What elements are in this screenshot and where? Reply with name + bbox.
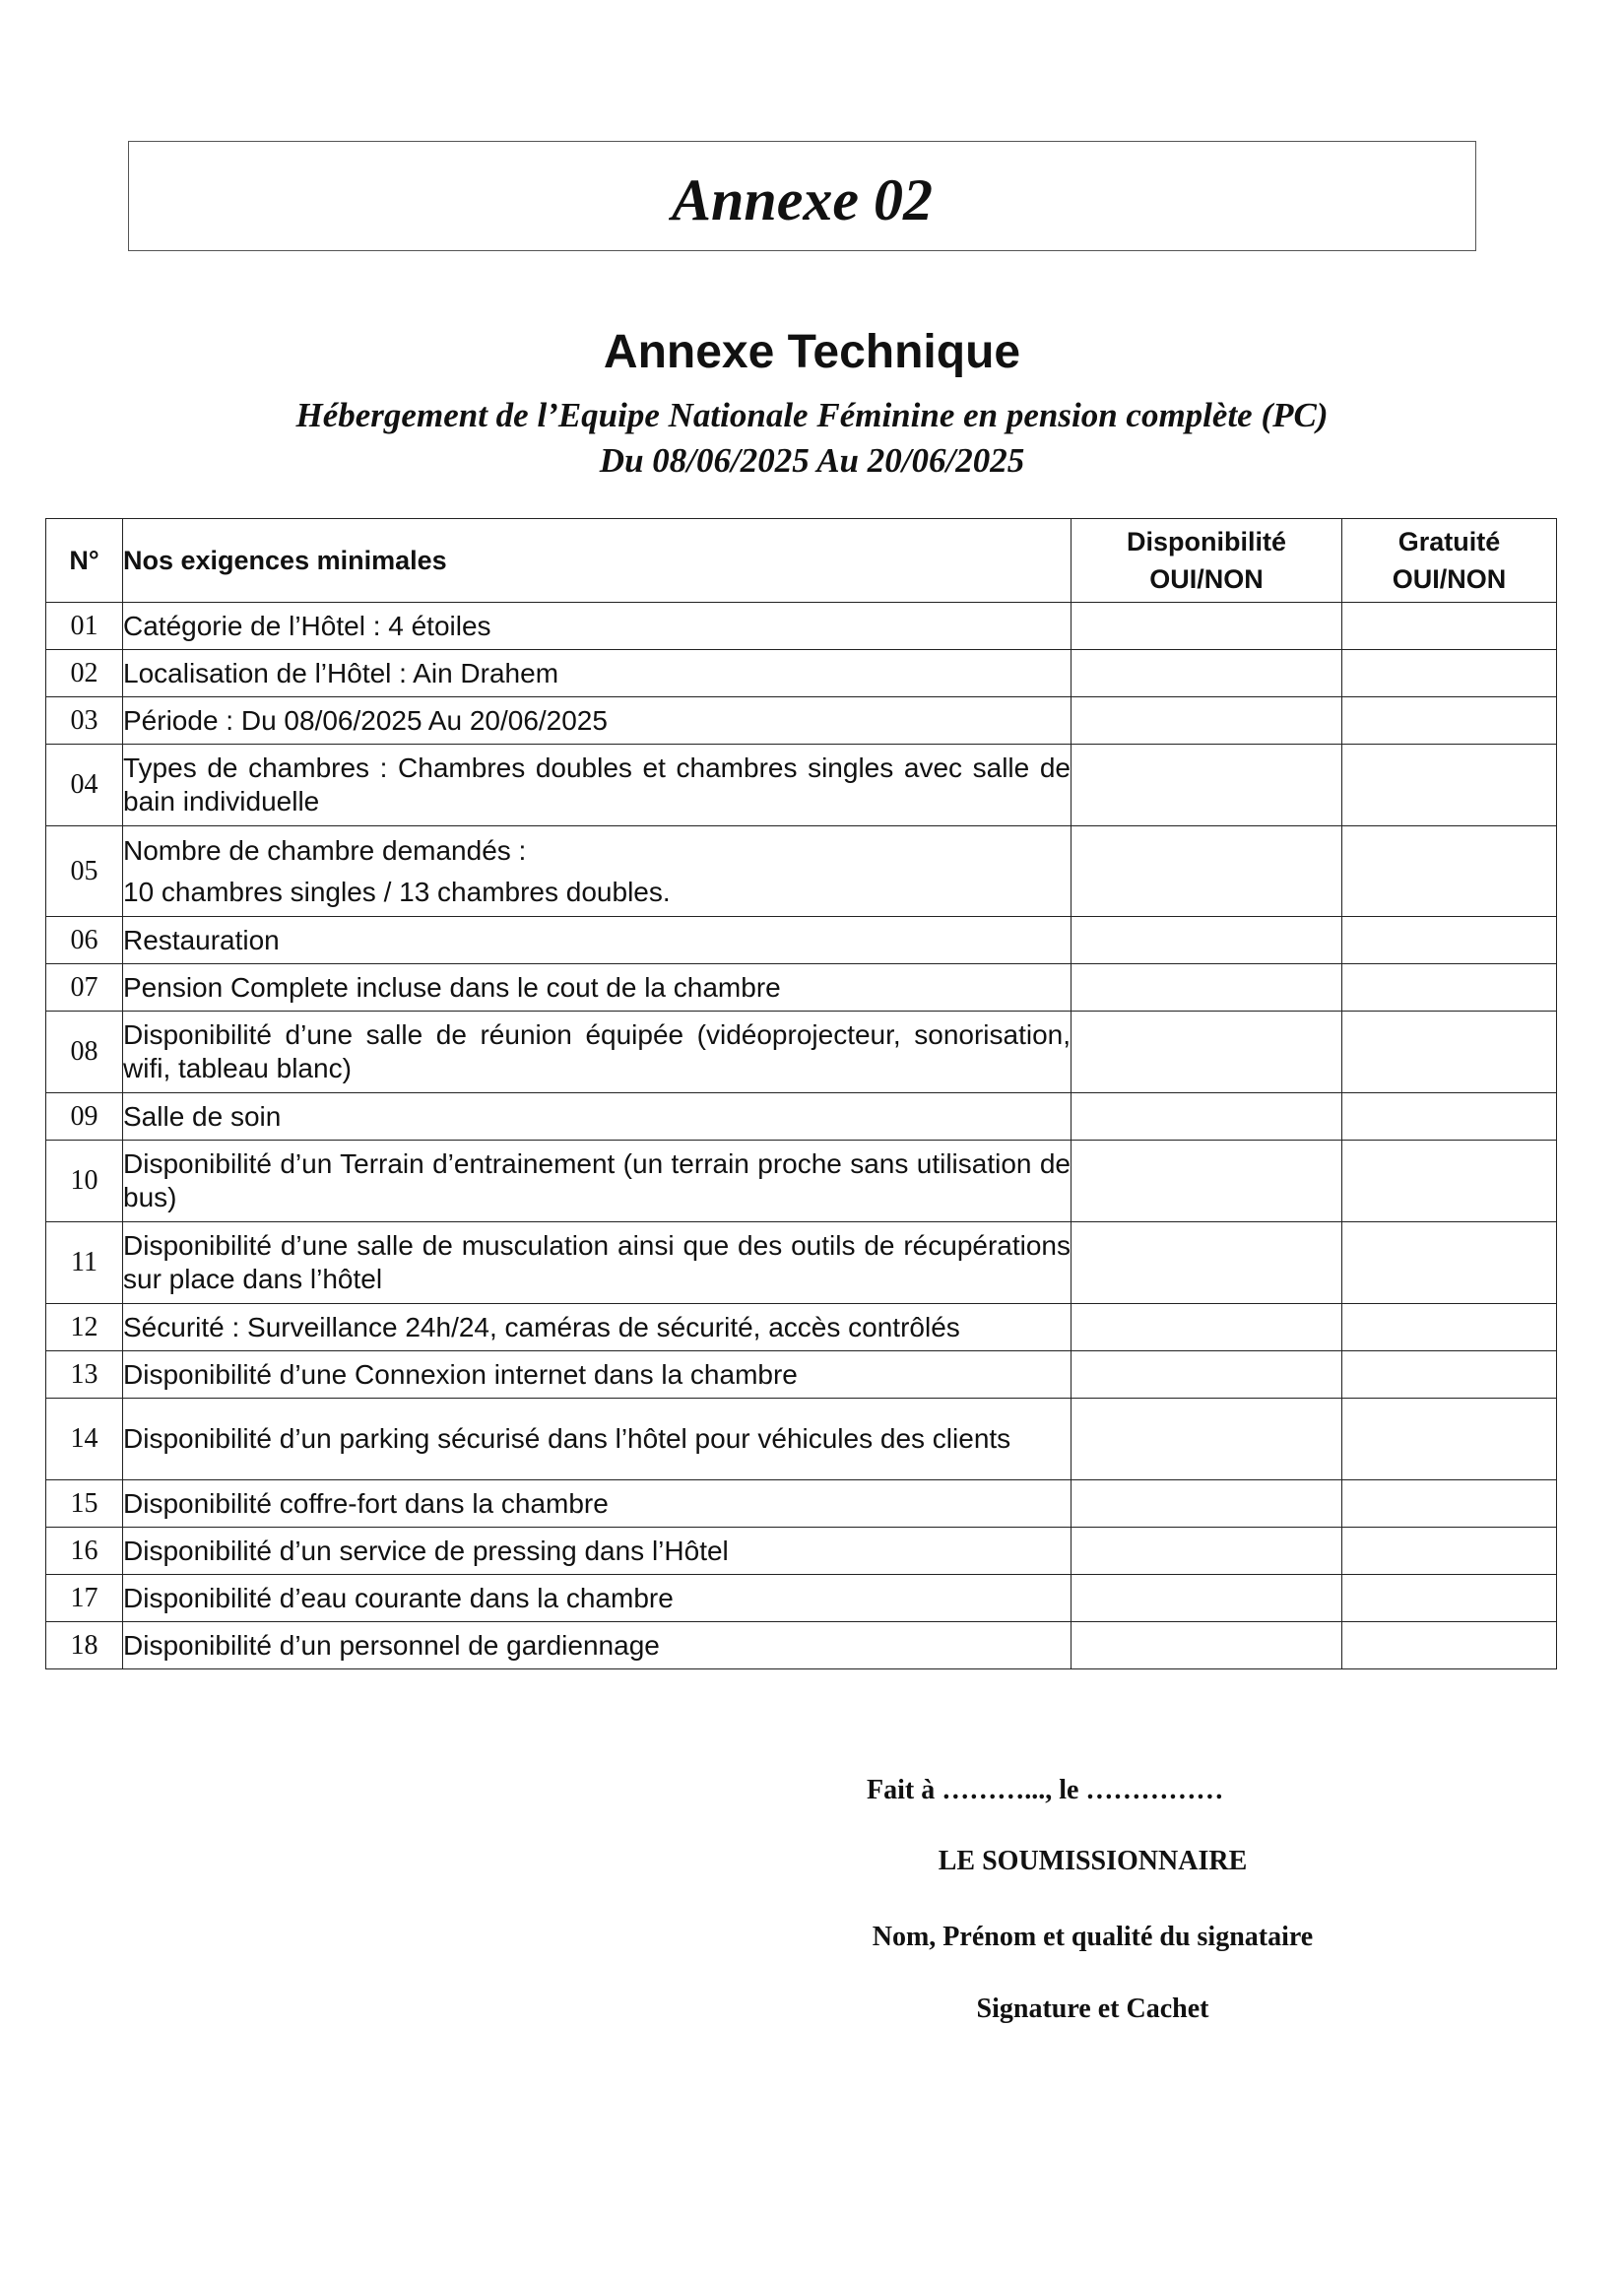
availability-cell[interactable] — [1072, 964, 1342, 1012]
row-requirement-line2: 10 chambres singles / 13 chambres doubles. — [123, 876, 671, 907]
row-number: 05 — [46, 826, 123, 917]
table-row — [46, 1141, 1557, 1222]
row-number: 17 — [46, 1575, 123, 1622]
free-cell[interactable] — [1342, 745, 1557, 826]
free-cell[interactable] — [1342, 697, 1557, 745]
row-number: 04 — [46, 745, 123, 826]
table-row — [46, 917, 1557, 964]
free-cell[interactable] — [1342, 1304, 1557, 1351]
free-cell[interactable] — [1342, 826, 1557, 917]
header-availability — [1072, 519, 1342, 603]
availability-cell[interactable] — [1072, 1222, 1342, 1304]
table-row — [46, 650, 1557, 697]
table-row — [46, 1622, 1557, 1669]
free-cell[interactable] — [1342, 650, 1557, 697]
free-cell[interactable] — [1342, 1222, 1557, 1304]
availability-cell[interactable] — [1072, 1622, 1342, 1669]
header-availability-label: Disponibilité — [1127, 527, 1286, 556]
header-requirements: Nos exigences minimales — [123, 519, 1072, 603]
row-requirement: Disponibilité d’une Connexion internet dans la chambre — [123, 1351, 1072, 1399]
row-number: 13 — [46, 1351, 123, 1399]
availability-cell[interactable] — [1072, 603, 1342, 650]
row-number: 14 — [46, 1399, 123, 1480]
availability-cell[interactable] — [1072, 1012, 1342, 1093]
free-cell[interactable] — [1342, 1093, 1557, 1141]
table-row — [46, 964, 1557, 1012]
row-requirement: Disponibilité d’un personnel de gardiennage — [123, 1622, 1072, 1669]
table-row — [46, 603, 1557, 650]
availability-cell[interactable] — [1072, 917, 1342, 964]
row-requirement: Disponibilité d’eau courante dans la chambre — [123, 1575, 1072, 1622]
availability-cell[interactable] — [1072, 697, 1342, 745]
row-number: 06 — [46, 917, 123, 964]
row-requirement: Catégorie de l’Hôtel : 4 étoiles — [123, 603, 1072, 650]
availability-cell[interactable] — [1072, 745, 1342, 826]
row-requirement — [123, 826, 1072, 917]
table-row — [46, 1528, 1557, 1575]
free-cell[interactable] — [1342, 1012, 1557, 1093]
row-requirement: Période : Du 08/06/2025 Au 20/06/2025 — [123, 697, 1072, 745]
table-row — [46, 1304, 1557, 1351]
row-number: 08 — [46, 1012, 123, 1093]
free-cell[interactable] — [1342, 964, 1557, 1012]
table-row — [46, 745, 1557, 826]
row-requirement: Salle de soin — [123, 1093, 1072, 1141]
table-row — [46, 697, 1557, 745]
table-row — [46, 826, 1557, 917]
availability-cell[interactable] — [1072, 1480, 1342, 1528]
table-row — [46, 1222, 1557, 1304]
header-free-options: OUI/NON — [1392, 564, 1507, 594]
row-requirement-line1: Nombre de chambre demandés : — [123, 834, 527, 866]
signature-label: Signature et Cachet — [976, 1994, 1209, 2024]
free-cell[interactable] — [1342, 1622, 1557, 1669]
table-row — [46, 1575, 1557, 1622]
table-row — [46, 1012, 1557, 1093]
bidder-label: LE SOUMISSIONNAIRE — [938, 1846, 1248, 1876]
header-free — [1342, 519, 1557, 603]
availability-cell[interactable] — [1072, 650, 1342, 697]
availability-cell[interactable] — [1072, 1141, 1342, 1222]
free-cell[interactable] — [1342, 603, 1557, 650]
free-cell[interactable] — [1342, 1575, 1557, 1622]
row-number: 07 — [46, 964, 123, 1012]
row-number: 18 — [46, 1622, 123, 1669]
row-requirement: Types de chambres : Chambres doubles et chambres singles avec salle de bain individuelle — [123, 745, 1072, 826]
availability-cell[interactable] — [1072, 1304, 1342, 1351]
row-number: 03 — [46, 697, 123, 745]
row-requirement: Disponibilité d’une salle de musculation ainsi que des outils de récupérations sur place dans l’hôtel — [123, 1222, 1072, 1304]
document-period: Du 08/06/2025 Au 20/06/2025 — [599, 441, 1025, 480]
free-cell[interactable] — [1342, 1399, 1557, 1480]
annex-label-box — [128, 141, 1476, 251]
row-number: 09 — [46, 1093, 123, 1141]
table-row — [46, 1093, 1557, 1141]
free-cell[interactable] — [1342, 1141, 1557, 1222]
header-free-label: Gratuité — [1397, 527, 1501, 556]
row-requirement: Sécurité : Surveillance 24h/24, caméras de sécurité, accès contrôlés — [123, 1304, 1072, 1351]
free-cell[interactable] — [1342, 1528, 1557, 1575]
availability-cell[interactable] — [1072, 1093, 1342, 1141]
free-cell[interactable] — [1342, 1480, 1557, 1528]
row-number: 12 — [46, 1304, 123, 1351]
row-number: 02 — [46, 650, 123, 697]
document-subtitle: Hébergement de l’Equipe Nationale Féminine en pension complète (PC) — [295, 396, 1329, 434]
row-number: 15 — [46, 1480, 123, 1528]
row-requirement: Disponibilité d’un parking sécurisé dans l’hôtel pour véhicules des clients — [123, 1399, 1072, 1480]
availability-cell[interactable] — [1072, 1528, 1342, 1575]
row-requirement: Disponibilité d’un service de pressing dans l’Hôtel — [123, 1528, 1072, 1575]
availability-cell[interactable] — [1072, 826, 1342, 917]
free-cell[interactable] — [1342, 1351, 1557, 1399]
row-requirement: Disponibilité d’une salle de réunion équipée (vidéoprojecteur, sonorisation, wifi, tableau blanc) — [123, 1012, 1072, 1093]
availability-cell[interactable] — [1072, 1399, 1342, 1480]
header-number: N° — [46, 519, 123, 603]
availability-cell[interactable] — [1072, 1575, 1342, 1622]
table-row — [46, 1480, 1557, 1528]
annex-label: Annexe 02 — [671, 166, 934, 232]
row-number: 11 — [46, 1222, 123, 1304]
row-requirement: Localisation de l’Hôtel : Ain Drahem — [123, 650, 1072, 697]
header-availability-options: OUI/NON — [1149, 564, 1264, 594]
signatory-label: Nom, Prénom et qualité du signataire — [872, 1922, 1314, 1952]
table-header-row — [46, 519, 1557, 603]
availability-cell[interactable] — [1072, 1351, 1342, 1399]
table-row — [46, 1351, 1557, 1399]
place-date-line: Fait à ………..., le …………… — [867, 1775, 1224, 1805]
row-number: 16 — [46, 1528, 123, 1575]
row-requirement: Restauration — [123, 917, 1072, 964]
row-requirement: Pension Complete incluse dans le cout de la chambre — [123, 964, 1072, 1012]
row-requirement: Disponibilité coffre-fort dans la chambre — [123, 1480, 1072, 1528]
row-number: 01 — [46, 603, 123, 650]
row-number: 10 — [46, 1141, 123, 1222]
requirements-table — [45, 518, 1557, 1669]
row-requirement: Disponibilité d’un Terrain d’entrainement (un terrain proche sans utilisation de bus) — [123, 1141, 1072, 1222]
free-cell[interactable] — [1342, 917, 1557, 964]
document-title: Annexe Technique — [603, 326, 1021, 378]
table-row — [46, 1399, 1557, 1480]
